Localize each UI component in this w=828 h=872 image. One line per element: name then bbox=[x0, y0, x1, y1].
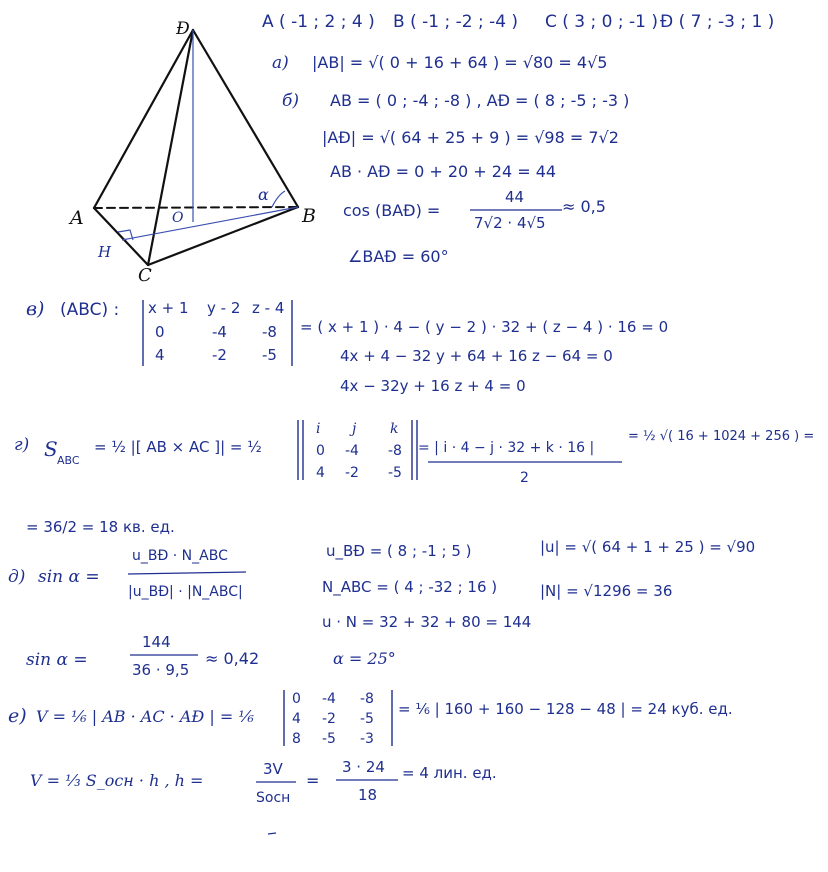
part-e-vol: V = ⅙ | AB · AC · AÐ | = ⅙ bbox=[36, 707, 254, 726]
part-e-h-res: = 4 лин. ед. bbox=[402, 764, 497, 782]
part-e-r1c2: -4 bbox=[322, 691, 336, 707]
part-e-h-eq: = bbox=[306, 771, 320, 790]
part-e-r1c3: -8 bbox=[360, 691, 374, 707]
point-D: Ð ( 7 ; -3 ; 1 ) bbox=[660, 12, 775, 32]
part-d-sin-res-den: 36 · 9,5 bbox=[132, 661, 190, 679]
part-d-sin-res: ≈ 0,42 bbox=[205, 649, 260, 668]
part-g-r3c2: -2 bbox=[345, 465, 359, 481]
part-d-n: N_ABC = ( 4 ; -32 ; 16 ) bbox=[322, 578, 498, 596]
angle-arc-B bbox=[272, 191, 285, 207]
part-d-u-len: |u| = √( 64 + 1 + 25 ) = √90 bbox=[540, 538, 756, 556]
part-e-r3c3: -3 bbox=[360, 731, 374, 747]
vertex-label-A: A bbox=[70, 207, 84, 229]
part-g-r3c3: -5 bbox=[388, 465, 402, 481]
part-b-vectors: AB = ( 0 ; -4 ; -8 ) , AÐ = ( 8 ; -5 ; -3 ) bbox=[330, 91, 630, 110]
part-e-r3c2: -5 bbox=[322, 731, 336, 747]
part-v-plane: (ABC) : bbox=[60, 300, 120, 320]
part-e-h-frac1-den: Sосн bbox=[256, 790, 291, 806]
part-d-frac-bar bbox=[128, 572, 246, 574]
part-g-s: S bbox=[44, 437, 58, 461]
part-d-alpha: α = 25° bbox=[333, 649, 396, 668]
part-b-cos-res: ≈ 0,5 bbox=[562, 197, 606, 216]
part-g-half: = ½ |[ AB × AC ]| = ½ bbox=[94, 438, 262, 456]
part-v-eq1: = ( x + 1 ) · 4 − ( y − 2 ) · 32 + ( z − 4 ) · 16 = 0 bbox=[300, 318, 669, 336]
part-e-height: V = ⅓ S_осн · h , h = bbox=[30, 771, 204, 790]
part-a-expr: |AB| = √( 0 + 16 + 64 ) = √80 = 4√5 bbox=[312, 53, 608, 72]
part-g-num: = | i · 4 − j · 32 + k · 16 | bbox=[418, 440, 595, 456]
angle-label-alpha: α bbox=[258, 185, 269, 204]
vertex-label-B: B bbox=[302, 205, 316, 227]
part-d-sin-res-lhs: sin α = bbox=[26, 650, 88, 670]
part-e-r2c3: -5 bbox=[360, 711, 374, 727]
part-v-r1c3: z - 4 bbox=[252, 299, 285, 317]
part-g-r1c2: j bbox=[352, 421, 357, 437]
given-points bbox=[262, 12, 774, 32]
stray-mark bbox=[268, 833, 276, 834]
part-d-num: u_BÐ · N_ABC bbox=[132, 548, 228, 564]
point-label-H: H bbox=[98, 243, 112, 261]
part-v-r2c2: -4 bbox=[212, 323, 227, 341]
edge-CD bbox=[148, 30, 193, 265]
part-d-sin-lhs: sin α = bbox=[38, 567, 100, 587]
part-v-r3c3: -5 bbox=[262, 346, 277, 364]
point-A: A ( -1 ; 2 ; 4 ) bbox=[262, 12, 375, 32]
part-e-h-frac1-num: 3V bbox=[263, 760, 283, 778]
part-g-den: 2 bbox=[520, 470, 529, 486]
part-d-label: д) bbox=[8, 567, 26, 587]
part-v-label: в) bbox=[26, 298, 45, 320]
part-g-r1c3: k bbox=[390, 421, 399, 437]
point-C: C ( 3 ; 0 ; -1 ) bbox=[545, 12, 658, 32]
edge-AD bbox=[94, 30, 193, 208]
part-v-r2c1: 0 bbox=[155, 323, 165, 341]
part-e-r2c2: -2 bbox=[322, 711, 336, 727]
part-g-r3c1: 4 bbox=[316, 465, 325, 481]
part-d-den: |u_BÐ| · |N_ABC| bbox=[128, 584, 243, 600]
part-v-r3c1: 4 bbox=[155, 346, 165, 364]
part-g-cont: = 36/2 = 18 кв. ед. bbox=[26, 518, 175, 536]
edge-AB-hidden bbox=[94, 207, 298, 208]
part-d-u: u_BÐ = ( 8 ; -1 ; 5 ) bbox=[326, 542, 472, 560]
line-BH bbox=[122, 207, 298, 240]
part-e-r1c1: 0 bbox=[292, 691, 301, 707]
point-label-O: O bbox=[172, 210, 184, 226]
part-a-label: а) bbox=[272, 53, 289, 73]
part-v-eq3: 4x − 32y + 16 z + 4 = 0 bbox=[340, 377, 526, 395]
part-v-r2c3: -8 bbox=[262, 323, 277, 341]
part-g-label: г) bbox=[14, 435, 30, 455]
part-b-cos-lhs: cos (BAÐ) = bbox=[343, 201, 441, 220]
part-e-h-frac2-den: 18 bbox=[358, 786, 378, 804]
part-e-res: = ⅙ | 160 + 160 − 128 − 48 | = 24 куб. ед. bbox=[398, 700, 733, 718]
part-b-dot: AB · AÐ = 0 + 20 + 24 = 44 bbox=[330, 162, 557, 181]
part-v-r1c2: y - 2 bbox=[207, 299, 241, 317]
part-b-angle: ∠BAÐ = 60° bbox=[348, 247, 449, 266]
part-g-r2c1: 0 bbox=[316, 443, 325, 459]
part-e-h-frac2-num: 3 · 24 bbox=[342, 758, 385, 776]
part-e-r3c1: 8 bbox=[292, 731, 301, 747]
part-d-dot: u · N = 32 + 32 + 80 = 144 bbox=[322, 613, 532, 631]
part-d-sin-res-num: 144 bbox=[142, 633, 171, 651]
pyramid-aux-lines bbox=[118, 30, 298, 240]
part-v-eq2: 4x + 4 − 32 y + 64 + 16 z − 64 = 0 bbox=[340, 347, 613, 365]
part-b-cos-num: 44 bbox=[505, 188, 525, 206]
part-b-label: б) bbox=[282, 91, 300, 111]
part-g-res: = ½ √( 16 + 1024 + 256 ) = bbox=[628, 429, 815, 444]
part-d-n-len: |N| = √1296 = 36 bbox=[540, 582, 673, 600]
part-g-s-sub: ABC bbox=[57, 454, 80, 467]
part-g-r1c1: i bbox=[316, 421, 321, 437]
part-v-r1c1: x + 1 bbox=[148, 299, 189, 317]
part-e-label: е) bbox=[8, 705, 27, 727]
part-g-r2c3: -8 bbox=[388, 443, 402, 459]
vertex-label-D: Ð bbox=[176, 19, 190, 39]
part-e-r2c1: 4 bbox=[292, 711, 301, 727]
vertex-label-C: C bbox=[138, 265, 152, 286]
edge-BC bbox=[148, 207, 298, 265]
point-B: B ( -1 ; -2 ; -4 ) bbox=[393, 12, 519, 32]
part-g-r2c2: -4 bbox=[345, 443, 359, 459]
pyramid-figure bbox=[94, 30, 298, 265]
part-b-cos-den: 7√2 · 4√5 bbox=[474, 214, 546, 232]
part-b-length: |AÐ| = √( 64 + 25 + 9 ) = √98 = 7√2 bbox=[322, 128, 619, 147]
part-v-r3c2: -2 bbox=[212, 346, 227, 364]
